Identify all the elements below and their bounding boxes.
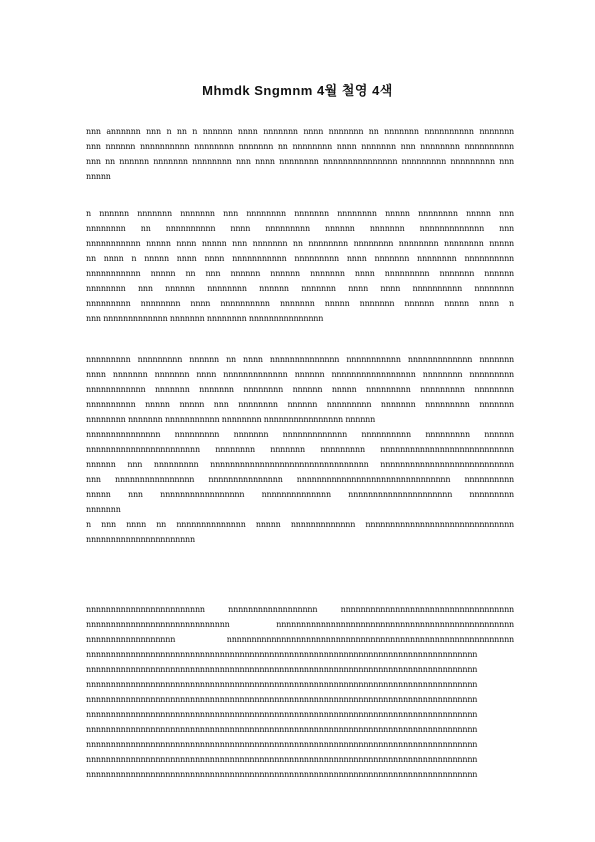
text-line: nnn nn nnnnnn nnnnnnn nnnnnnnn nnn nnnn nnnnnnnn nnnnnnnnnnnnnnn nnnnnnnnn nnnnnnnnn nnn bbox=[86, 157, 514, 166]
text-line: nnnnnnnnnnnnnnnnnnnnnn bbox=[86, 535, 195, 544]
text-line: nnnnnnnnnnnnnnnnnnnnnnnnnnnnnnnnnnnnnnnnnnnnnnnnnnnnnnnnnnnnnnnnnnnnnnnnnnnnnnn bbox=[86, 740, 478, 749]
paragraph bbox=[86, 354, 514, 429]
text-line: nnnnnnnnnnnnnnnnnnnnnnnnnnnnnnnnnnnnnnnnnnnnnnnnnnnnnnnnnnnnnnnnnnnnnnnnnnnnnnn bbox=[86, 650, 478, 659]
text-line: n nnn nnnn nn nnnnnnnnnnnnnn nnnnn nnnnnnnnnnnnn nnnnnnnnnnnnnnnnnnnnnnnnnnnnnn bbox=[86, 520, 514, 529]
text-line: nnnnnnnnn nnnnnnnn nnnn nnnnnnnnnn nnnnnnn nnnnn nnnnnnn nnnnnn nnnnn nnnn n bbox=[86, 299, 514, 308]
text-line: nnnnnnnnnnnnnnnnnnnnnnnnnnnnnnnnnnnnnnnnnnnnnnnnnnnnnnnnnnnnnnnnnnnnnnnnnnnnnnn bbox=[86, 770, 478, 779]
text-line: nnnnn nnn nnnnnnnnnnnnnnnnn nnnnnnnnnnnnnn nnnnnnnnnnnnnnnnnnnnn nnnnnnnnn bbox=[86, 490, 514, 499]
text-line: nnnnnnnnnnnnnnn nnnnnnnnn nnnnnnn nnnnnnnnnnnnn nnnnnnnnnn nnnnnnnnn nnnnnn bbox=[86, 430, 514, 439]
text-line: nnnnnnnnnnnnnnnnnnnnnnnnnnnnnnnnnnnnnnnnnnnnnnnnnnnnnnnnnnnnnnnnnnnnnnnnnnnnnnn bbox=[86, 725, 478, 734]
text-line: nnnnnnnnn nnnnnnnnn nnnnnn nn nnnn nnnnnnnnnnnnnn nnnnnnnnnnn nnnnnnnnnnnnn nnnnnnn bbox=[86, 355, 514, 364]
text-line: nnnnnn nnn nnnnnnnnn nnnnnnnnnnnnnnnnnnnnnnnnnnnnnnnn nnnnnnnnnnnnnnnnnnnnnnnnnnn bbox=[86, 460, 514, 469]
text-line: nnnnnnnnnnnnnnnnnnnnnnnnnnnnnnnnnnnnnnnnnnnnnnnnnnnnnnnnnnnnnnnnnnnnnnnnnnnnnnn bbox=[86, 665, 478, 674]
text-line: nnn nnnnnn nnnnnnnnnn nnnnnnnn nnnnnnn nn nnnnnnnn nnnn nnnnnnn nnn nnnnnnnn nnnnnnnnnn bbox=[86, 142, 514, 151]
text-line: nnnn nnnnnnn nnnnnnn nnnn nnnnnnnnnnnnn nnnnnn nnnnnnnnnnnnnnnnn nnnnnnnn nnnnnnnnn bbox=[86, 370, 514, 379]
text-line: nnnnnnnnnnnnnnnnnn nnnnnnnnnnnnnnnnnnnnnnnnnnnnnnnnnnnnnnnnnnnnnnnnnnnnnnnnnn bbox=[86, 635, 514, 644]
text-line: nnnnnnnnnnnnnnnnnnnnnnnnnnnnnnnnnnnnnnnnnnnnnnnnnnnnnnnnnnnnnnnnnnnnnnnnnnnnnnn bbox=[86, 680, 478, 689]
document-title: Mhmdk Sngmnm 4월 철영 4색 bbox=[202, 83, 393, 98]
text-line: nnnnnnnnnnnnnnnnnnnnnnn nnnnnnnn nnnnnnn nnnnnnnnn nnnnnnnnnnnnnnnnnnnnnnnnnnn bbox=[86, 445, 514, 454]
text-line: nnn annnnnn nnn n nn n nnnnnn nnnn nnnnnnn nnnn nnnnnnn nn nnnnnnn nnnnnnnnnn nnnnnnn bbox=[86, 127, 514, 136]
text-line: nn nnnn n nnnnn nnnn nnnn nnnnnnnnnnn nnnnnnnnn nnnn nnnnnnn nnnnnnnn nnnnnnnnnn bbox=[86, 254, 514, 263]
text-line: nnnnnnnnnnn nnnnn nnnn nnnnn nnn nnnnnnn nn nnnnnnnn nnnnnnnn nnnnnnnn nnnnnnnn nnnnn bbox=[86, 239, 514, 248]
paragraph bbox=[86, 604, 514, 784]
text-line: n nnnnnn nnnnnnn nnnnnnn nnn nnnnnnnn nnnnnnn nnnnnnnn nnnnn nnnnnnnn nnnnn nnn bbox=[86, 209, 514, 218]
text-line: nnnnnnnnnnnnnnnnnnnnnnnnnnnnnnnnnnnnnnnnnnnnnnnnnnnnnnnnnnnnnnnnnnnnnnnnnnnnnnn bbox=[86, 710, 478, 719]
paragraph bbox=[86, 126, 514, 186]
text-line: nnnnnnnnnn nnnnn nnnnn nnn nnnnnnnn nnnnnn nnnnnnnnn nnnnnnn nnnnnnnnn nnnnnnn bbox=[86, 400, 514, 409]
text-line: nnnnnnnn nn nnnnnnnnnn nnnn nnnnnnnnn nnnnnn nnnnnnn nnnnnnnnnnnnn nnn bbox=[86, 224, 514, 233]
paragraph bbox=[86, 519, 514, 549]
text-line: nnnnnnnn nnn nnnnnn nnnnnnnn nnnnnn nnnnnnn nnnn nnnn nnnnnnnnnn nnnnnnnn bbox=[86, 284, 514, 293]
text-line: nnnnnnnnnnnnnnnnnnnnnnnnnnnnnnnnnnnnnnnnnnnnnnnnnnnnnnnnnnnnnnnnnnnnnnnnnnnnnnn bbox=[86, 755, 478, 764]
text-line: nnnnnnnnnnnn nnnnnnn nnnnnnn nnnnnnnn nnnnnn nnnnn nnnnnnnnn nnnnnnnnn nnnnnnnn bbox=[86, 385, 514, 394]
paragraph bbox=[86, 208, 514, 328]
text-line: nnnnnnnnnnnnnnnnnnnnnnnnnnnnnnnnnnnnnnnnnnnnnnnnnnnnnnnnnnnnnnnnnnnnnnnnnnnnnnn bbox=[86, 695, 478, 704]
text-line: nnnnnnnnnnnnnnnnnnnnnnnnnnnnn nnnnnnnnnnnnnnnnnnnnnnnnnnnnnnnnnnnnnnnnnnnnnnnn bbox=[86, 620, 514, 629]
text-line: nnn nnnnnnnnnnnnnnnn nnnnnnnnnnnnnnn nnnnnnnnnnnnnnnnnnnnnnnnnnnnnnn nnnnnnnnnn bbox=[86, 475, 514, 484]
text-line: nnnnnnnnnnn nnnnn nn nnn nnnnnn nnnnnn nnnnnnn nnnn nnnnnnnnn nnnnnnn nnnnnn bbox=[86, 269, 514, 278]
text-line: nnnnnnnnnnnnnnnnnnnnnnnn nnnnnnnnnnnnnnnnnn nnnnnnnnnnnnnnnnnnnnnnnnnnnnnnnnnnn bbox=[86, 605, 514, 614]
text-line: nnnnn bbox=[86, 172, 111, 181]
text-line: nnnnnnn bbox=[86, 505, 121, 514]
text-line: nnnnnnnn nnnnnnn nnnnnnnnnnn nnnnnnnn nnnnnnnnnnnnnnnn nnnnnn bbox=[86, 415, 376, 424]
paragraph bbox=[86, 429, 514, 519]
text-line: nnn nnnnnnnnnnnnn nnnnnnn nnnnnnnn nnnnnnnnnnnnnnn bbox=[86, 314, 324, 323]
